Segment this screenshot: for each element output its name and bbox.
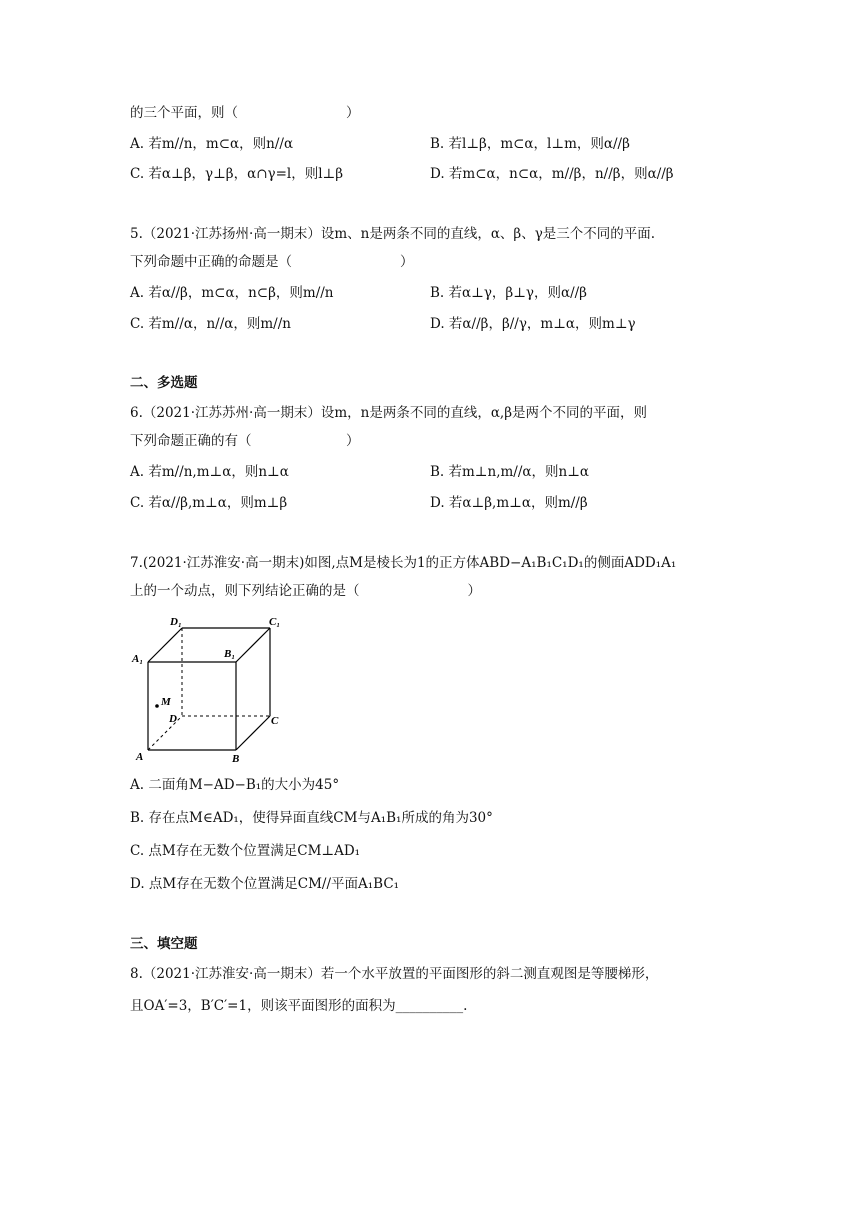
q4-option-c: C. 若α⊥β，γ⊥β，α∩γ=l，则l⊥β xyxy=(130,166,344,182)
q4-option-d: D. 若m⊂α，n⊂α，m//β，n//β，则α//β xyxy=(430,166,674,182)
q5-option-a: A. 若α//β，m⊂α，n⊂β，则m//n xyxy=(130,285,334,301)
q5-option-b: B. 若α⊥γ，β⊥γ，则α//β xyxy=(430,285,587,301)
label-b: B xyxy=(232,753,240,762)
q7-option-d: D. 点M存在无数个位置满足CM//平面A₁BC₁ xyxy=(130,876,400,892)
q4-option-b: B. 若l⊥β，m⊂α，l⊥m，则α//β xyxy=(430,136,630,152)
q5-option-d: D. 若α//β，β//γ，m⊥α，则m⊥γ xyxy=(430,316,636,332)
label-a1: A₁ xyxy=(132,653,144,665)
label-d1: D₁ xyxy=(170,616,182,628)
section-title-multi-choice: 二、多选题 xyxy=(130,375,198,391)
q6-stem-line1: 6.（2021·江苏苏州·高一期末）设m，n是两条不同的直线，α,β是两个不同的平面，则 xyxy=(130,405,648,421)
q6-stem-line2: 下列命题正确的有（ ） xyxy=(130,433,360,449)
q6-option-c: C. 若α//β,m⊥α，则m⊥β xyxy=(130,495,288,511)
q4-stem-tail: 的三个平面，则（ ） xyxy=(130,105,360,121)
label-c1: C₁ xyxy=(269,616,281,628)
q7-stem-line1: 7.(2021·江苏淮安·高一期末)如图,点M是棱长为1的正方体ABD−A₁B₁C₁D₁的侧面ADD₁A₁ xyxy=(130,555,677,571)
q8-stem-line1: 8.（2021·江苏淮安·高一期末）若一个水平放置的平面图形的斜二测直观图是等腰梯形， xyxy=(130,966,659,982)
q5-stem-line1: 5.（2021·江苏扬州·高一期末）设m、n是两条不同的直线，α、β、γ是三个不同的平面. xyxy=(130,226,656,242)
section-title-fill-blank: 三、填空题 xyxy=(130,936,198,952)
cube-figure xyxy=(124,612,294,762)
q6-option-a: A. 若m//n,m⊥α，则n⊥α xyxy=(130,464,289,480)
q7-stem-line2: 上的一个动点，则下列结论正确的是（ ） xyxy=(130,583,481,599)
q4-option-a: A. 若m//n，m⊂α，则n//α xyxy=(130,136,294,152)
q8-stem-line2: 且OA′=3，B′C′=1，则该平面图形的面积为__________. xyxy=(130,998,468,1014)
label-d: D xyxy=(169,713,177,725)
q6-option-b: B. 若m⊥n,m//α，则n⊥α xyxy=(430,464,590,480)
label-b1: B₁ xyxy=(224,648,236,660)
q7-option-a: A. 二面角M−AD−B₁的大小为45° xyxy=(130,777,340,793)
q6-option-d: D. 若α⊥β,m⊥α，则m//β xyxy=(430,495,588,511)
q5-stem-line2: 下列命题中正确的命题是（ ） xyxy=(130,254,414,270)
q7-option-c: C. 点M存在无数个位置满足CM⊥AD₁ xyxy=(130,843,361,859)
q5-option-c: C. 若m//α，n//α，则m//n xyxy=(130,316,291,332)
q7-option-b: B. 存在点M∈AD₁，使得异面直线CM与A₁B₁所成的角为30° xyxy=(130,810,493,826)
point-m-dot xyxy=(155,704,159,708)
label-a: A xyxy=(136,751,144,762)
label-c: C xyxy=(271,715,279,727)
label-m: M xyxy=(161,696,171,708)
